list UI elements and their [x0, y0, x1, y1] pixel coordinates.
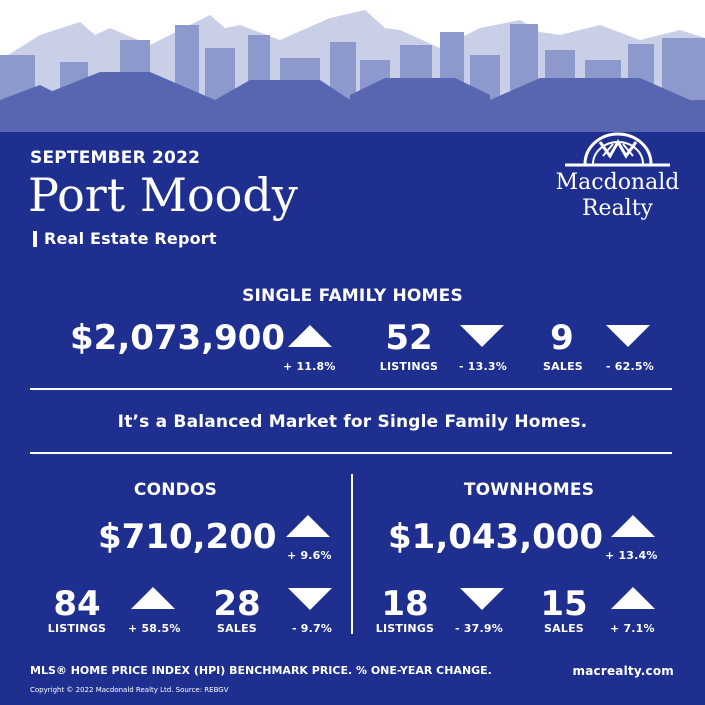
condos-listings-up-icon	[131, 587, 175, 609]
report-month: SEPTEMBER 2022	[30, 148, 201, 168]
townhomes-sales-up-icon	[611, 587, 655, 609]
condos-sales-change: - 9.7%	[292, 622, 333, 635]
townhomes-price-change: + 13.4%	[605, 549, 658, 562]
single-family-listings-down-icon	[460, 325, 504, 347]
footer-note: MLS® HOME PRICE INDEX (HPI) BENCHMARK PRICE. % ONE-YEAR CHANGE.	[30, 664, 492, 677]
condos-price: $710,200	[98, 517, 277, 557]
townhomes-title: TOWNHOMES	[463, 480, 595, 500]
townhomes-sales-label: SALES	[544, 622, 584, 635]
single-family-sales-label: SALES	[543, 360, 583, 373]
single-family-listings-label: LISTINGS	[379, 360, 439, 373]
logo-arch-icon	[555, 130, 680, 170]
single-family-price-up-icon	[288, 325, 332, 347]
condos-title: CONDOS	[133, 480, 218, 500]
logo-wordmark-line2: Realty	[581, 196, 653, 221]
townhomes-sales-count: 15	[540, 584, 588, 624]
townhomes-listings-down-icon	[460, 588, 504, 610]
townhomes-sales-change: + 7.1%	[610, 622, 655, 635]
city-title: Port Moody	[28, 168, 298, 222]
logo-wordmark-line1: Macdonald	[555, 170, 680, 195]
townhomes-listings-change: - 37.9%	[455, 622, 503, 635]
condos-price-change: + 9.6%	[287, 549, 332, 562]
condos-sales-label: SALES	[217, 622, 257, 635]
single-family-title: SINGLE FAMILY HOMES	[242, 286, 463, 306]
market-statement: It’s a Balanced Market for Single Family Homes.	[117, 412, 588, 432]
single-family-sales-down-icon	[606, 325, 650, 347]
skyline-illustration	[0, 0, 705, 140]
condos-listings-change: + 58.5%	[128, 622, 181, 635]
macdonald-realty-logo	[555, 130, 680, 230]
condos-sales-down-icon	[288, 588, 332, 610]
townhomes-listings-label: LISTINGS	[375, 622, 435, 635]
single-family-price-change: + 11.8%	[283, 360, 336, 373]
townhomes-price-up-icon	[611, 515, 655, 537]
condos-listings-count: 84	[53, 584, 101, 624]
divider-middle	[30, 452, 672, 454]
townhomes-price: $1,043,000	[388, 517, 604, 557]
divider-top	[30, 388, 672, 390]
footer-copyright: Copyright © 2022 Macdonald Realty Ltd. Source: REBGV	[30, 686, 229, 694]
single-family-sales-change: - 62.5%	[606, 360, 654, 373]
single-family-listings-count: 52	[385, 318, 433, 358]
townhomes-listings-count: 18	[381, 584, 429, 624]
single-family-listings-change: - 13.3%	[459, 360, 507, 373]
condos-price-up-icon	[286, 515, 330, 537]
condos-listings-label: LISTINGS	[47, 622, 107, 635]
condos-sales-count: 28	[213, 584, 261, 624]
footer-website[interactable]: macrealty.com	[572, 664, 674, 678]
single-family-price: $2,073,900	[70, 318, 286, 358]
report-subtitle: Real Estate Report	[44, 229, 217, 248]
single-family-sales-count: 9	[550, 318, 574, 358]
subtitle-bar	[33, 231, 37, 247]
